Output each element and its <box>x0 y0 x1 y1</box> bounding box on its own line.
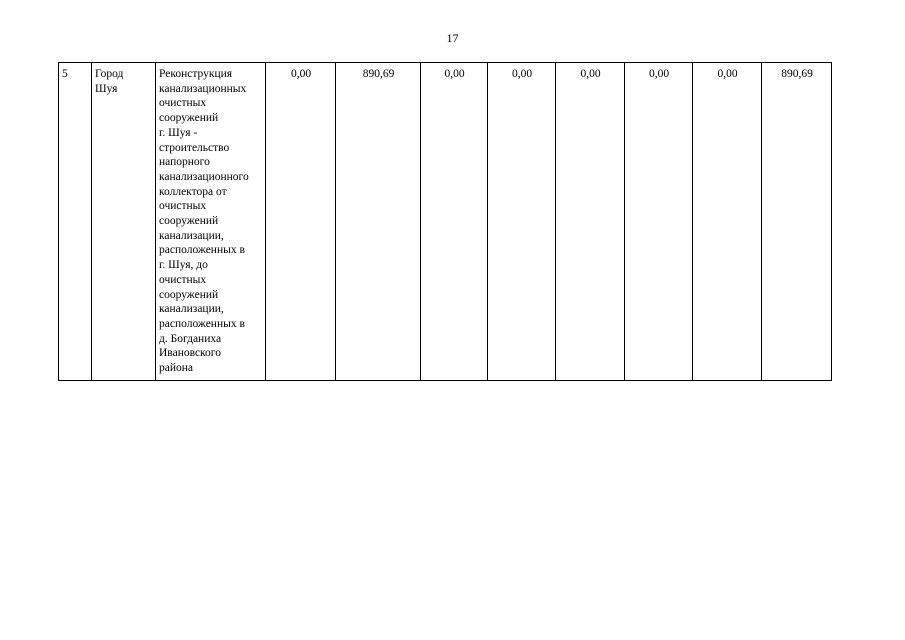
value-cell: 0,00 <box>488 63 556 381</box>
row-index-cell: 5 <box>59 63 92 381</box>
municipality-cell: Город Шуя <box>92 63 156 381</box>
value-cell: 0,00 <box>556 63 625 381</box>
page-number: 17 <box>446 31 459 45</box>
value-cell: 0,00 <box>421 63 488 381</box>
value-cell: 0,00 <box>693 63 762 381</box>
value-cell: 0,00 <box>266 63 336 381</box>
description-cell: Реконструкция канализационных очистных сооружений г. Шуя - строительство напорного канализационного коллектора от очистных сооружений канализации, расположенных в г. Шуя, до очистных сооружений канализации, расположенных в д. Богданиха Ивановского района <box>156 63 266 381</box>
value-cell: 0,00 <box>625 63 693 381</box>
budget-table <box>58 62 832 381</box>
value-cell: 890,69 <box>336 63 421 381</box>
total-value-cell: 890,69 <box>762 63 832 381</box>
table-row <box>59 63 832 381</box>
